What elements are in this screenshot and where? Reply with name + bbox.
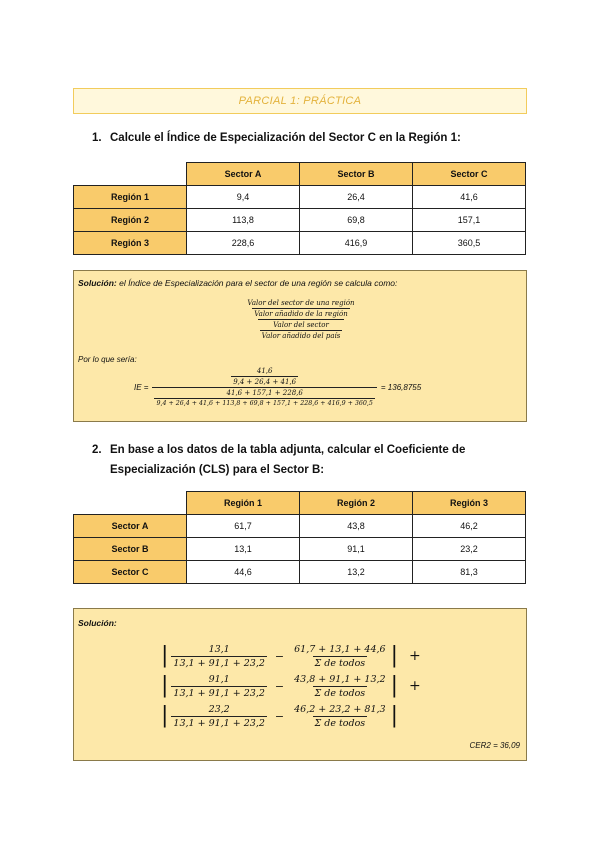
abs-bar: | (390, 643, 398, 668)
plus-sign: + (409, 648, 421, 664)
table-cell: 360,5 (413, 232, 526, 255)
row-header: Región 2 (74, 209, 187, 232)
fraction-numerator: 46,2 + 23,2 + 81,3 (294, 703, 386, 715)
table-row (74, 561, 526, 584)
bottom-fraction (260, 321, 343, 340)
table-row (74, 538, 526, 561)
row-header: Sector B (74, 538, 187, 561)
plus-sign: + (409, 678, 421, 694)
ie-outer-fraction (152, 367, 376, 407)
table-cell: 157,1 (413, 209, 526, 232)
column-header: Sector C (413, 163, 526, 186)
solution-label: Solución: (78, 278, 117, 288)
ie-top-fraction (231, 367, 298, 386)
fraction-numerator: 61,7 + 13,1 + 44,6 (294, 643, 386, 655)
column-header: Región 2 (300, 492, 413, 515)
fraction-denominator: Σ de todos (314, 687, 366, 699)
fraction-denominator: Valor añadido del país (261, 332, 341, 340)
table-corner (74, 492, 187, 515)
row-header: Región 1 (74, 186, 187, 209)
fraction-denominator: 9,4 + 26,4 + 41,6 + 113,8 + 69,8 + 157,1 + 228,6 + 416,9 + 360,5 (156, 400, 373, 407)
fraction-denominator: 9,4 + 26,4 + 41,6 (233, 378, 297, 386)
outer-fraction (243, 299, 358, 340)
region-fraction (171, 704, 266, 729)
total-fraction (292, 674, 387, 699)
table-cell: 81,3 (413, 561, 526, 584)
fraction-denominator: Σ de todos (314, 657, 366, 669)
table-cell: 13,2 (300, 561, 413, 584)
total-fraction (292, 644, 387, 669)
section-title: PARCIAL 1: PRÁCTICA (238, 95, 362, 107)
question-text: Calcule el Índice de Especialización del Sector C en la Región 1: (110, 132, 461, 144)
column-header: Región 1 (187, 492, 300, 515)
cls-term-row (158, 671, 421, 701)
table-row (74, 232, 526, 255)
row-header: Sector A (74, 515, 187, 538)
abs-bar: | (161, 673, 169, 698)
fraction-denominator: 13,1 + 91,1 + 23,2 (173, 717, 265, 729)
cls-formula (158, 641, 421, 731)
ie-bottom-fraction (154, 389, 374, 407)
region-fraction (171, 674, 266, 699)
table-cell: 44,6 (187, 561, 300, 584)
question-text-line2: Especialización (CLS) para el Sector B: (110, 464, 325, 476)
abs-bar: | (390, 673, 398, 698)
fraction-numerator: 23,2 (208, 703, 230, 715)
definition-formula (74, 299, 528, 340)
fraction-numerator: Valor del sector (273, 321, 329, 329)
solution-box-1 (73, 270, 527, 422)
column-header: Sector B (300, 163, 413, 186)
fraction-denominator: Σ de todos (314, 717, 366, 729)
table-cell: 9,4 (187, 186, 300, 209)
table-cell: 41,6 (413, 186, 526, 209)
top-fraction (245, 299, 356, 318)
question-number: 1. (92, 132, 102, 144)
minus-sign: − (274, 679, 285, 693)
solution-box-2 (73, 608, 527, 761)
question-text-line1: En base a los datos de la tabla adjunta, calcular el Coeficiente de (110, 444, 466, 456)
column-header: Región 3 (413, 492, 526, 515)
solution-intro (78, 278, 397, 288)
solution-intro-text: el Índice de Especialización para el sector de una región se calcula como: (116, 278, 398, 288)
table-row (74, 209, 526, 232)
row-header: Sector C (74, 561, 187, 584)
table-cell: 91,1 (300, 538, 413, 561)
table-header-row (74, 163, 526, 186)
fraction-denominator: Valor añadido de la región (254, 310, 348, 318)
table-cell: 13,1 (187, 538, 300, 561)
fraction-numerator: 41,6 + 157,1 + 228,6 (226, 389, 303, 397)
minus-sign: − (274, 709, 285, 723)
table-cell: 416,9 (300, 232, 413, 255)
table-cell: 113,8 (187, 209, 300, 232)
table-cell: 43,8 (300, 515, 413, 538)
cls-term-row (158, 641, 421, 671)
abs-bar: | (161, 643, 169, 668)
total-fraction (292, 704, 387, 729)
table-cell: 69,8 (300, 209, 413, 232)
data-table-1 (73, 162, 526, 255)
fraction-numerator: 91,1 (208, 673, 230, 685)
fraction-numerator: 13,1 (208, 643, 230, 655)
column-header: Sector A (187, 163, 300, 186)
table-cell: 23,2 (413, 538, 526, 561)
fraction-numerator: 43,8 + 91,1 + 13,2 (294, 673, 386, 685)
table-corner (74, 163, 187, 186)
fraction-numerator: Valor del sector de una región (247, 299, 355, 307)
abs-bar: | (161, 703, 169, 728)
question-1 (92, 128, 461, 148)
table-cell: 26,4 (300, 186, 413, 209)
data-table-2 (73, 491, 526, 584)
fraction-denominator: 13,1 + 91,1 + 23,2 (173, 687, 265, 699)
cls-term-row (158, 701, 421, 731)
table-cell: 61,7 (187, 515, 300, 538)
table-row (74, 186, 526, 209)
abs-bar: | (390, 703, 398, 728)
cer-result: CER2 = 36,09 (469, 741, 520, 750)
table-cell: 228,6 (187, 232, 300, 255)
table-header-row (74, 492, 526, 515)
row-header: Región 3 (74, 232, 187, 255)
ie-result: = 136,8755 (380, 382, 422, 392)
ie-label: IE = (134, 382, 149, 392)
ie-formula (134, 367, 421, 407)
question-number: 2. (92, 444, 102, 456)
solution-label: Solución: (78, 618, 117, 628)
fraction-numerator: 41,6 (256, 367, 273, 375)
table-cell: 46,2 (413, 515, 526, 538)
section-title-box (73, 88, 527, 114)
region-fraction (171, 644, 266, 669)
minus-sign: − (274, 649, 285, 663)
table-row (74, 515, 526, 538)
solution-label-2 (78, 618, 117, 628)
fraction-denominator: 13,1 + 91,1 + 23,2 (173, 657, 265, 669)
question-2 (92, 440, 512, 480)
por-lo-que-text: Por lo que sería: (78, 355, 137, 364)
